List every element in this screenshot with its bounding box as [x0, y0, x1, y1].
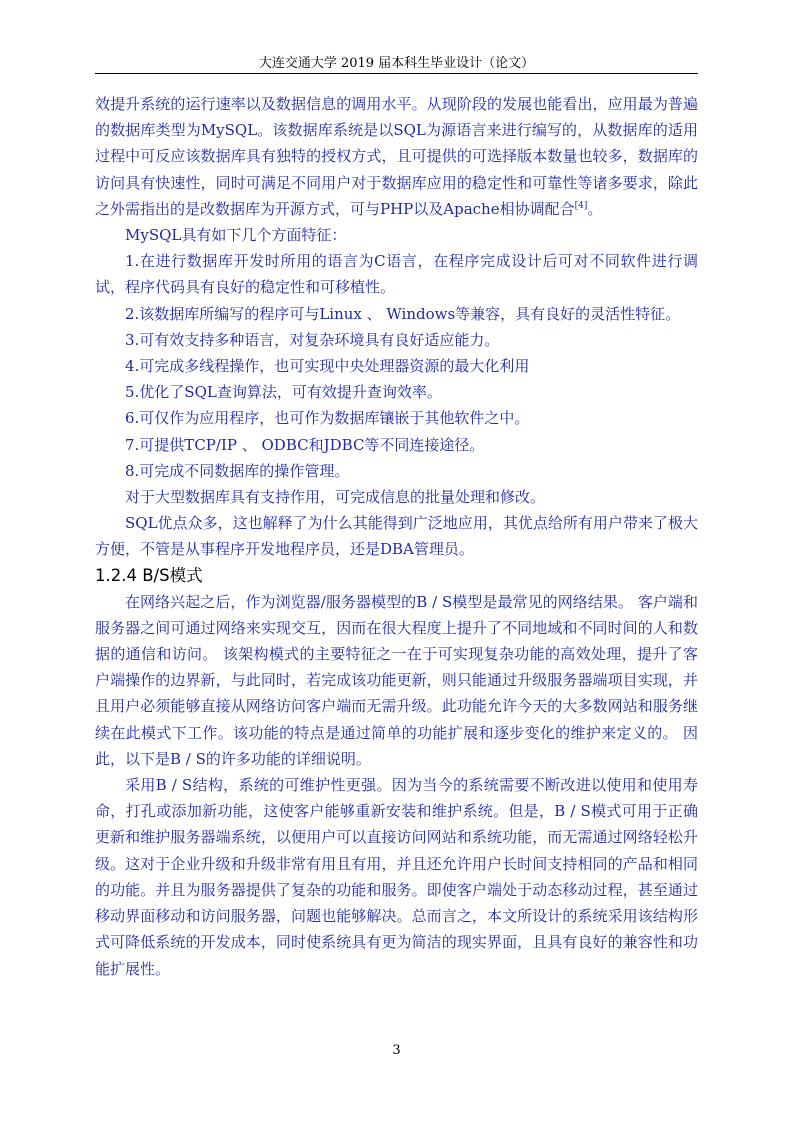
paragraph-end: 。 [587, 199, 603, 218]
paragraph-bs-structure: 采用B / S结构，系统的可维护性更强。因为当今的系统需要不断改进以使用和使用寿命，打孔或添加新功能，这使客户能够重新安装和维护系统。但是，B / S模式可用于正确更新和维护服务器端系统，以便用户可以直接访问网站和系统功能，而无需通过网络轻松升级。这对于企业升级和升级非常有用且有用，并且还允许用户长时间支持相同的产品和相同的功能。并且为服务器提供了复杂的功能和服务。即使客户端处于动态移动过程，甚至通过移动界面移动和访问服务器，问题也能够解决。总而言之，本文所设计的系统采用该结构形式可降低系统的开发成本，同时使系统具有更为简洁的现实界面，且具有良好的兼容性和功能扩展性。 [95, 776, 698, 978]
page-body [95, 91, 698, 982]
paragraph-mysql-intro [95, 91, 698, 222]
paragraph-large-db: 对于大型数据库具有支持作用，可完成信息的批量处理和修改。 [125, 488, 546, 507]
feature-item-7: 7.可提供TCP/IP 、 ODBC和JDBC等不同连接途径。 [125, 435, 485, 454]
feature-item-1: 1.在进行数据库开发时所用的语言为C语言，在程序完成设计后可对不同软件进行调试，程序代码具有良好的稳定性和可移植性。 [95, 252, 698, 297]
page-number: 3 [392, 1043, 401, 1058]
feature-item-3: 3.可有效支持多种语言，对复杂环境具有良好适应能力。 [125, 330, 500, 349]
reference-marker: [4] [574, 200, 588, 211]
header-rule [95, 73, 698, 74]
paragraph-text: 效提升系统的运行速率以及数据信息的调用水平。从现阶段的发展也能看出，应用最为普遍的数据库类型为MySQL。该数据库系统是以SQL为源语言来进行编写的，从数据库的适用过程中可反应该数据库具有独特的授权方式，且可提供的可选择版本数量也较多，数据库的访问具有快速性，同时可满足不同用户对于数据库应用的稳定性和可靠性等诸多要求，除此之外需指出的是改数据库为开源方式，可与PHP以及Apache相协调配合 [95, 95, 698, 218]
section-heading: 1.2.4 B/S模式 [95, 565, 203, 585]
paragraph-bs-intro: 在网络兴起之后，作为浏览器/服务器模型的B / S模型是最常见的网络结果。 客户端和服务器之间可通过网络来实现交互，因而在很大程度上提升了不同地域和不同时间的人和数据的通信和访问。 该架构模式的主要特征之一在于可实现复杂功能的高效处理，提升了客户端操作的边界新，与此同时，若完成该功能更新，则只能通过升级服务器端项目实现，并且用户必须能够直接从网络访问客户端而无需升级。此功能允许今天的大多数网站和服务继续在此模式下工作。该功能的特点是通过简单的功能扩展和逐步变化的维护来定义的。 因此，以下是B / S的许多功能的详细说明。 [95, 592, 698, 768]
feature-item-4: 4.可完成多线程操作，也可实现中央处理器资源的最大化利用 [125, 357, 530, 376]
paragraph-sql-advantages: SQL优点众多，这也解释了为什么其能得到广泛地应用，其优点给所有用户带来了极大方便，不管是从事程序开发地程序员，还是DBA管理员。 [95, 514, 698, 559]
feature-item-5: 5.优化了SQL查询算法，可有效提升查询效率。 [125, 383, 442, 402]
feature-item-6: 6.可仅作为应用程序，也可作为数据库镶嵌于其他软件之中。 [125, 409, 530, 428]
feature-item-2: 2.该数据库所编写的程序可与Linux 、 Windows等兼容，具有良好的灵活性特征。 [125, 304, 681, 323]
page-header: 大连交通大学 2019 届本科生毕业设计（论文） [258, 56, 535, 71]
feature-item-8: 8.可完成不同数据库的操作管理。 [125, 461, 350, 480]
paragraph-mysql-features-intro: MySQL具有如下几个方面特征： [125, 226, 347, 245]
